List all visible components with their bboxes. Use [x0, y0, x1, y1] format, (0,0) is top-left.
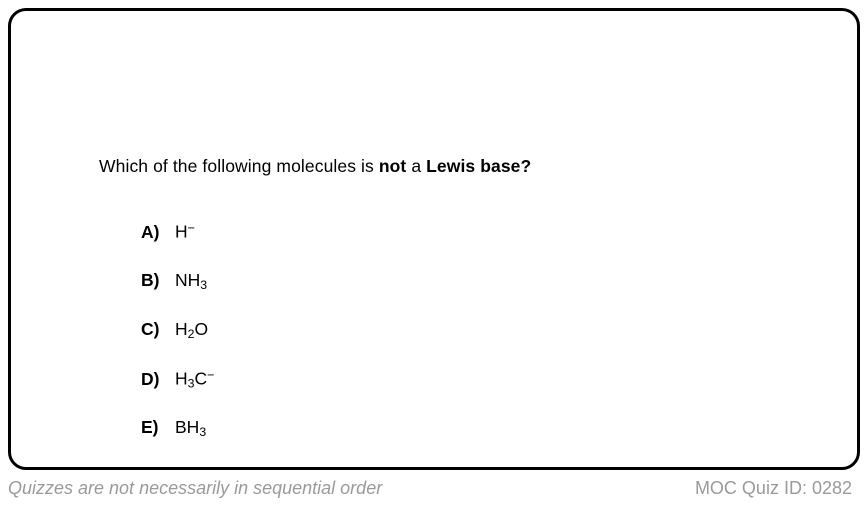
answer-choice-b[interactable]: [141, 270, 541, 319]
question-middle: a: [406, 156, 427, 176]
choice-e-element: BH: [175, 417, 200, 437]
choice-d-subscript: 3: [187, 376, 195, 391]
answer-choice-c[interactable]: [141, 319, 541, 368]
choice-c-element-1: H: [175, 319, 188, 339]
answer-choice-d[interactable]: [141, 368, 541, 417]
choice-a-charge: −: [187, 221, 195, 235]
choice-d-element-2: C: [194, 368, 208, 389]
choice-b-subscript: 3: [200, 278, 208, 293]
answer-choice-list: [141, 221, 541, 466]
choice-b-element: NH: [175, 270, 201, 290]
footer-note: Quizzes are not necessarily in sequential order: [8, 478, 383, 498]
choice-d-element-1: H: [175, 368, 188, 389]
choice-formula-e: [175, 417, 206, 439]
choice-letter-b: B): [141, 270, 160, 290]
choice-letter-c: C): [141, 319, 160, 339]
question-card: [8, 8, 860, 470]
choice-a-element: H: [175, 221, 188, 242]
choice-formula-d: [175, 368, 214, 391]
answer-choice-a[interactable]: [141, 221, 541, 270]
choice-formula-b: [175, 270, 207, 292]
choice-c-element-2: O: [194, 319, 209, 339]
choice-letter-d: D): [141, 368, 160, 389]
question-emphasis-term: Lewis base?: [426, 156, 532, 176]
choice-formula-a: [175, 221, 195, 243]
question-emphasis-not: not: [378, 156, 407, 176]
question-prefix: Which of the following molecules is: [99, 156, 379, 176]
choice-e-subscript: 3: [199, 425, 207, 440]
choice-letter-a: A): [141, 221, 160, 242]
question-text: [99, 156, 531, 177]
choice-d-charge: −: [207, 368, 215, 382]
answer-choice-e[interactable]: [141, 417, 541, 466]
choice-formula-c: [175, 319, 208, 341]
choice-c-subscript: 2: [187, 327, 195, 342]
choice-letter-e: E): [141, 417, 159, 437]
quiz-id-label: MOC Quiz ID: 0282: [694, 478, 852, 498]
